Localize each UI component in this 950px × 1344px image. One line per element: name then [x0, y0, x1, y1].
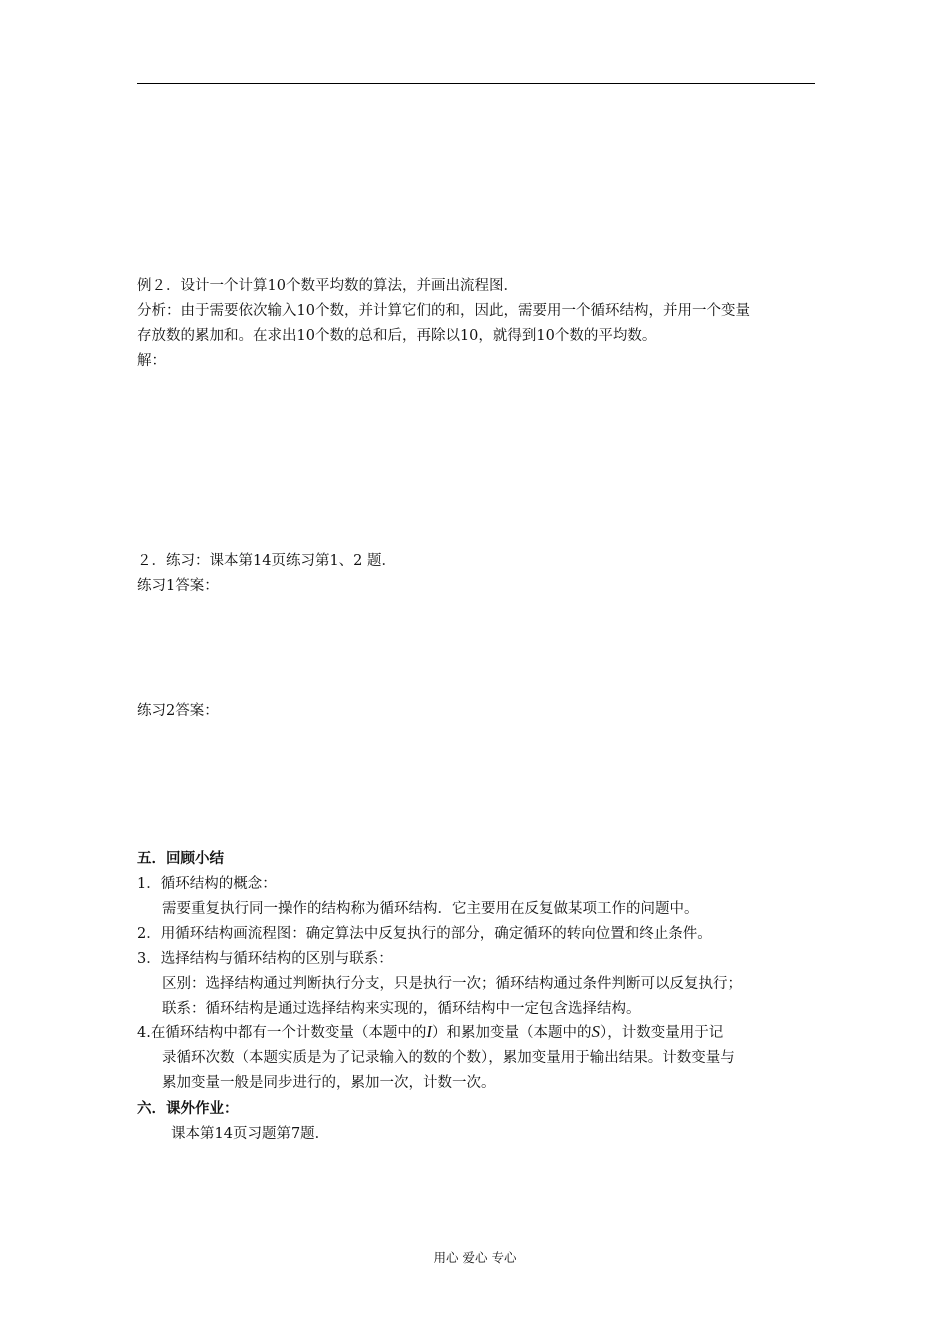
review-item4-line1	[137, 1022, 723, 1043]
page-footer: 用心 爱心 专心	[433, 1250, 517, 1265]
review-item4-line2: 录循环次数（本题实质是为了记录输入的数的个数），累加变量用于输出结果。计数变量与	[162, 1050, 735, 1066]
review-item4-text-a: 4.在循环结构中都有一个计数变量（本题中的	[137, 1025, 427, 1041]
review-item1-body: 需要重复执行同一操作的结构称为循环结构．它主要用在反复做某项工作的问题中。	[162, 901, 699, 917]
review-item3-title: 3．选择结构与循环结构的区别与联系：	[137, 951, 393, 967]
review-item3-difference: 区别：选择结构通过判断执行分支，只是执行一次；循环结构通过条件判断可以反复执行；	[162, 976, 742, 992]
review-item4-line3: 累加变量一般是同步进行的，累加一次，计数一次。	[162, 1075, 496, 1091]
homework-heading: 六．课外作业：	[137, 1100, 239, 1117]
review-item4-text-b: ）和累加变量（本题中的	[432, 1025, 592, 1041]
accumulator-variable: S	[591, 1022, 601, 1041]
example2-solution-label: 解：	[137, 353, 166, 369]
review-heading: 五．回顾小结	[137, 850, 224, 867]
header-rule	[137, 83, 815, 84]
review-item1-title: 1．循环结构的概念：	[137, 876, 277, 892]
counter-variable: I	[426, 1022, 433, 1041]
practice-answer1-label: 练习1答案：	[137, 578, 219, 594]
practice-title: ２．练习：课本第14页练习第1、2 题．	[137, 553, 397, 569]
review-item3-connection: 联系：循环结构是通过选择结构来实现的，循环结构中一定包含选择结构。	[162, 1001, 641, 1017]
review-item2: 2．用循环结构画流程图：确定算法中反复执行的部分，确定循环的转向位置和终止条件。	[137, 926, 712, 942]
example2-analysis-line2: 存放数的累加和。在求出10个数的总和后，再除以10，就得到10个数的平均数。	[137, 328, 657, 344]
example2-analysis-line1: 分析：由于需要依次输入10个数，并计算它们的和，因此，需要用一个循环结构，并用一个变量	[137, 303, 750, 319]
homework-body: 课本第14页习题第7题．	[171, 1126, 330, 1142]
review-item4-text-c: ），计数变量用于记	[600, 1025, 724, 1041]
practice-answer2-label: 练习2答案：	[137, 703, 219, 719]
example2-title: 例２．设计一个计算10个数平均数的算法，并画出流程图．	[137, 278, 518, 294]
